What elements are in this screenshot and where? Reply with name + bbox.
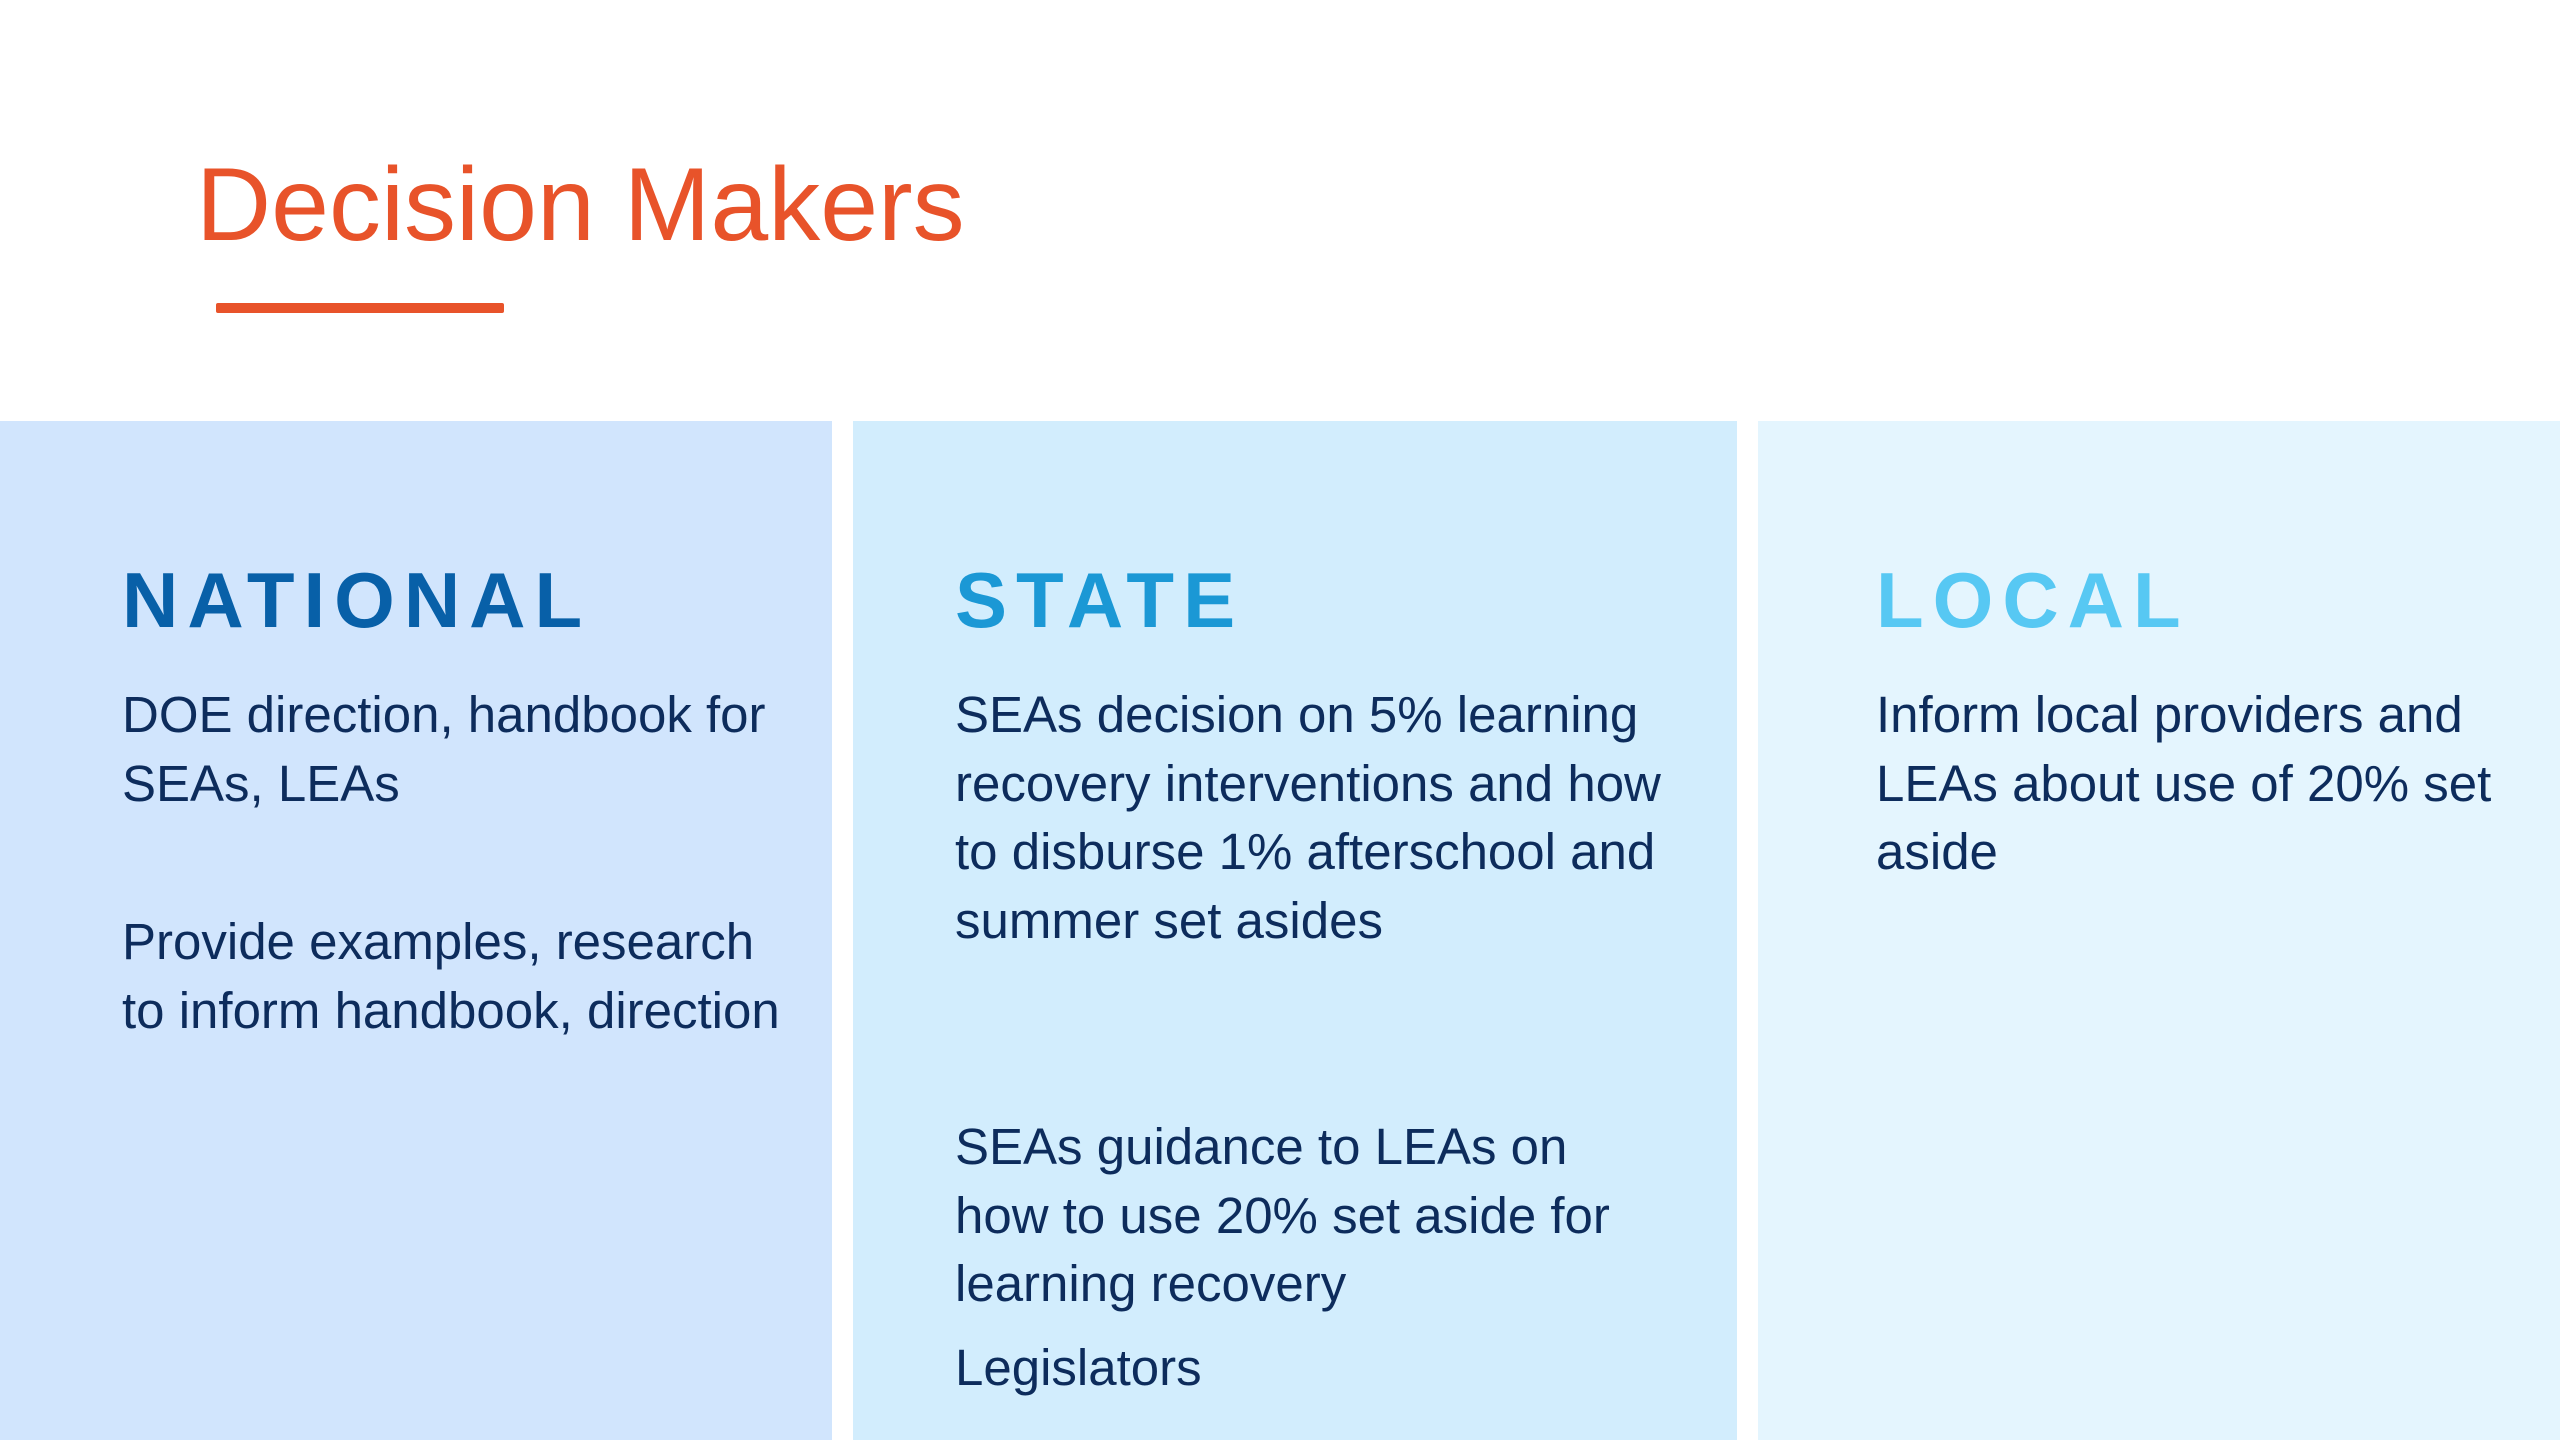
state-paragraph-2: SEAs guidance to LEAs on how to use 20% set aside for learning recovery [955, 1118, 1610, 1312]
title-underline [216, 303, 504, 313]
local-heading: LOCAL [1876, 556, 2190, 644]
state-paragraph-3: Legislators [955, 1339, 1202, 1396]
state-paragraph-1: SEAs decision on 5% learning recovery interventions and how to disburse 1% afterschool and summer set asides [955, 686, 1661, 949]
national-paragraph-1: DOE direction, handbook for SEAs, LEAs [122, 686, 766, 812]
national-column [0, 421, 832, 1440]
state-column [853, 421, 1737, 1440]
national-heading: NATIONAL [122, 556, 592, 644]
national-paragraph-2: Provide examples, research to inform handbook, direction [122, 913, 780, 1039]
slide-title: Decision Makers [196, 147, 965, 263]
local-column [1758, 421, 2560, 1440]
state-heading: STATE [955, 556, 1245, 644]
local-paragraph-1: Inform local providers and LEAs about use of 20% set aside [1876, 686, 2492, 880]
